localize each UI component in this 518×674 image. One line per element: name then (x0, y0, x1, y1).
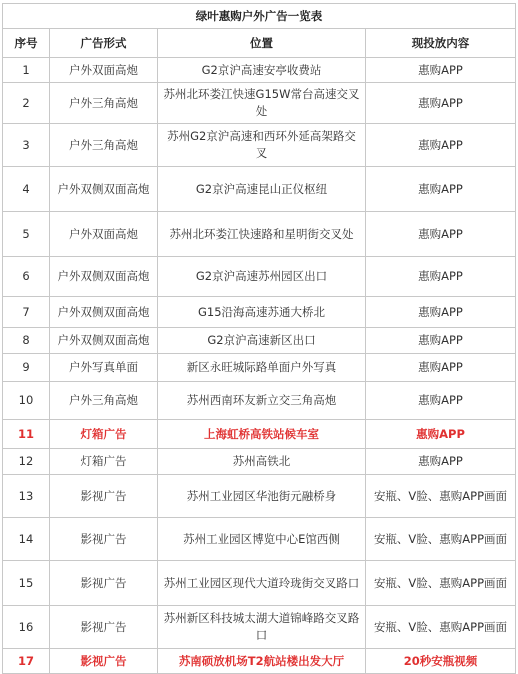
cell-no: 12 (3, 449, 50, 475)
cell-no: 1 (3, 58, 50, 83)
table-row (3, 257, 516, 297)
cell-form: 灯箱广告 (50, 420, 158, 449)
cell-location: G2京沪高速昆山正仪枢纽 (158, 167, 366, 212)
cell-content: 惠购APP (366, 58, 516, 83)
cell-no: 6 (3, 257, 50, 297)
cell-location: G2京沪高速新区出口 (158, 328, 366, 354)
cell-no: 3 (3, 124, 50, 167)
cell-form: 户外三角高炮 (50, 124, 158, 167)
ad-list-table (2, 3, 516, 674)
cell-form: 户外双面高炮 (50, 212, 158, 257)
cell-location: 苏州工业园区华池街元融桥身 (158, 475, 366, 518)
table-row (3, 449, 516, 475)
cell-content: 安瓶、V脸、惠购APP画面 (366, 561, 516, 606)
cell-form: 影视广告 (50, 561, 158, 606)
cell-no: 10 (3, 382, 50, 420)
table-row (3, 83, 516, 124)
cell-location: 苏州高铁北 (158, 449, 366, 475)
table-row (3, 212, 516, 257)
cell-location: 苏州新区科技城太湖大道锦峰路交叉路口 (158, 606, 366, 649)
cell-location: 苏州北环娄江快速G15W常台高速交叉处 (158, 83, 366, 124)
cell-location: G15沿海高速苏通大桥北 (158, 297, 366, 328)
table-row (3, 561, 516, 606)
table-row (3, 58, 516, 83)
cell-content: 惠购APP (366, 83, 516, 124)
table-row (3, 328, 516, 354)
cell-content: 惠购APP (366, 257, 516, 297)
table-row (3, 297, 516, 328)
cell-no: 14 (3, 518, 50, 561)
cell-form: 影视广告 (50, 606, 158, 649)
cell-content: 安瓶、V脸、惠购APP画面 (366, 518, 516, 561)
cell-form: 灯箱广告 (50, 449, 158, 475)
cell-location: 苏州西南环友新立交三角高炮 (158, 382, 366, 420)
cell-content: 惠购APP (366, 449, 516, 475)
cell-form: 影视广告 (50, 649, 158, 674)
cell-location: G2京沪高速安亭收费站 (158, 58, 366, 83)
cell-no: 2 (3, 83, 50, 124)
table-row (3, 475, 516, 518)
cell-content: 惠购APP (366, 382, 516, 420)
cell-form: 户外双侧双面高炮 (50, 257, 158, 297)
cell-location: 苏州北环娄江快速路和星明街交叉处 (158, 212, 366, 257)
cell-no: 15 (3, 561, 50, 606)
cell-location: 上海虹桥高铁站候车室 (158, 420, 366, 449)
cell-no: 17 (3, 649, 50, 674)
header-no: 序号 (3, 29, 50, 58)
cell-form: 影视广告 (50, 475, 158, 518)
table-row (3, 606, 516, 649)
table-row (3, 354, 516, 382)
cell-form: 影视广告 (50, 518, 158, 561)
table-row (3, 167, 516, 212)
cell-no: 8 (3, 328, 50, 354)
cell-location: 苏州工业园区现代大道玲珑街交叉路口 (158, 561, 366, 606)
cell-content: 惠购APP (366, 167, 516, 212)
cell-content: 惠购APP (366, 354, 516, 382)
table-row (3, 124, 516, 167)
cell-content: 惠购APP (366, 328, 516, 354)
cell-form: 户外双侧双面高炮 (50, 297, 158, 328)
cell-location: 新区永旺城际路单面户外写真 (158, 354, 366, 382)
header-row (3, 29, 516, 58)
cell-location: 苏州G2京沪高速和西环外延高架路交叉 (158, 124, 366, 167)
table-row (3, 382, 516, 420)
cell-no: 4 (3, 167, 50, 212)
cell-content: 20秒安瓶视频 (366, 649, 516, 674)
cell-content: 惠购APP (366, 124, 516, 167)
header-form: 广告形式 (50, 29, 158, 58)
cell-no: 13 (3, 475, 50, 518)
cell-no: 5 (3, 212, 50, 257)
table-row (3, 420, 516, 449)
cell-form: 户外双侧双面高炮 (50, 167, 158, 212)
table-title: 绿叶惠购户外广告一览表 (3, 4, 516, 29)
cell-location: G2京沪高速苏州园区出口 (158, 257, 366, 297)
cell-form: 户外三角高炮 (50, 83, 158, 124)
cell-content: 安瓶、V脸、惠购APP画面 (366, 475, 516, 518)
table-row (3, 649, 516, 674)
cell-no: 7 (3, 297, 50, 328)
cell-content: 惠购APP (366, 297, 516, 328)
table-title-row (3, 4, 516, 29)
cell-content: 惠购APP (366, 212, 516, 257)
header-location: 位置 (158, 29, 366, 58)
cell-form: 户外写真单面 (50, 354, 158, 382)
cell-form: 户外双面高炮 (50, 58, 158, 83)
cell-location: 苏州工业园区博览中心E馆西侧 (158, 518, 366, 561)
cell-content: 惠购APP (366, 420, 516, 449)
cell-content: 安瓶、V脸、惠购APP画面 (366, 606, 516, 649)
cell-location: 苏南硕放机场T2航站楼出发大厅 (158, 649, 366, 674)
cell-no: 9 (3, 354, 50, 382)
header-content: 现投放内容 (366, 29, 516, 58)
cell-form: 户外三角高炮 (50, 382, 158, 420)
table-row (3, 518, 516, 561)
cell-no: 16 (3, 606, 50, 649)
cell-form: 户外双侧双面高炮 (50, 328, 158, 354)
cell-no: 11 (3, 420, 50, 449)
